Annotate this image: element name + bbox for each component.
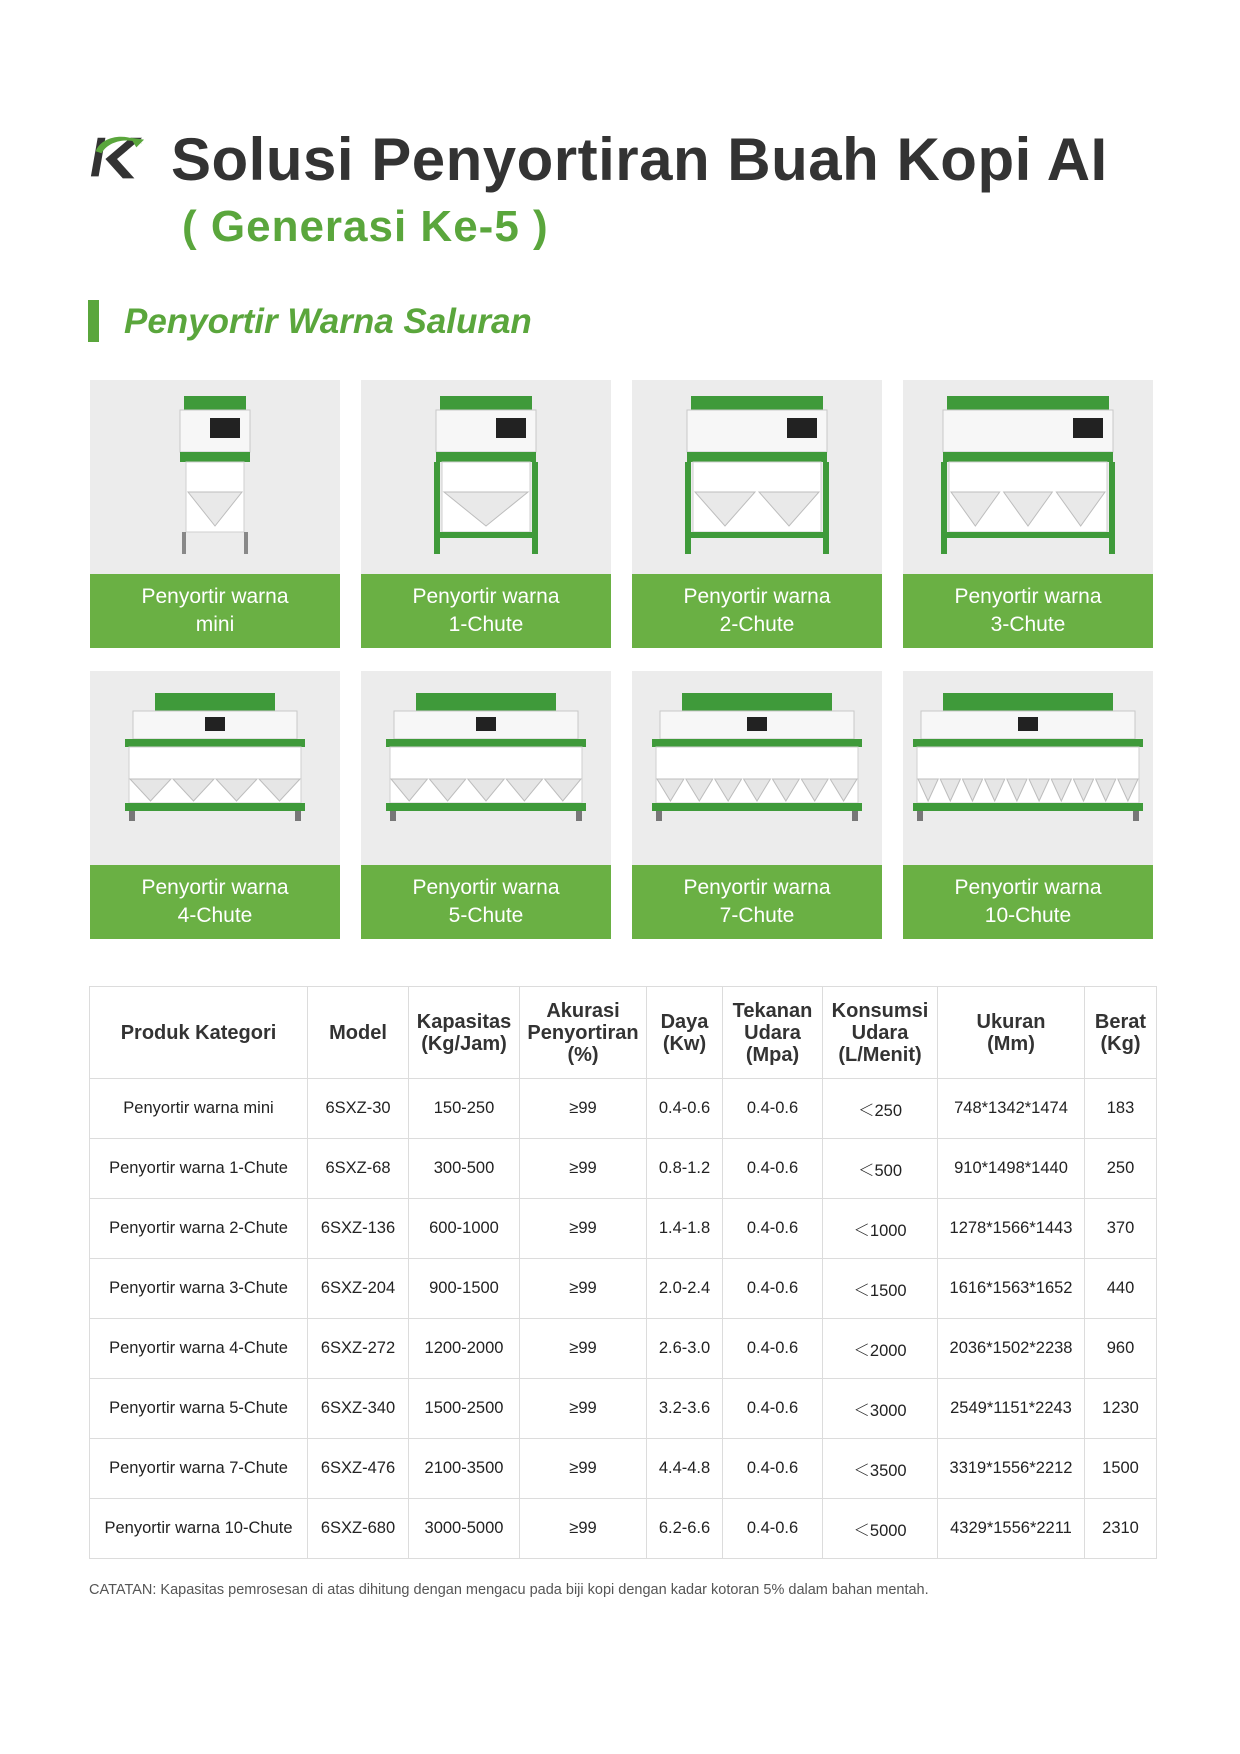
table-cell: 748*1342*1474	[938, 1079, 1085, 1139]
table-cell: 3319*1556*2212	[938, 1439, 1085, 1499]
table-cell: 6SXZ-340	[308, 1379, 409, 1439]
table-cell: 1616*1563*1652	[938, 1259, 1085, 1319]
table-cell: 4.4-4.8	[647, 1439, 723, 1499]
table-cell: 2.0-2.4	[647, 1259, 723, 1319]
table-cell: ≥99	[520, 1379, 647, 1439]
color-sorter-machine-image	[90, 671, 340, 865]
table-cell: ＜2000	[823, 1319, 938, 1379]
product-card[interactable]	[361, 380, 611, 648]
table-cell: 2.6-3.0	[647, 1319, 723, 1379]
table-cell: 6SXZ-272	[308, 1319, 409, 1379]
table-header-row	[90, 987, 1157, 1079]
table-cell: ＜3000	[823, 1379, 938, 1439]
table-cell: 440	[1085, 1259, 1157, 1319]
table-cell: 1500-2500	[409, 1379, 520, 1439]
table-cell: 6SXZ-476	[308, 1439, 409, 1499]
table-cell: 960	[1085, 1319, 1157, 1379]
table-cell: 3.2-3.6	[647, 1379, 723, 1439]
table-cell: 0.4-0.6	[723, 1199, 823, 1259]
table-cell: 1.4-1.8	[647, 1199, 723, 1259]
table-cell: 910*1498*1440	[938, 1139, 1085, 1199]
column-header: Akurasi Penyortiran (%)	[520, 987, 647, 1079]
table-row	[90, 1139, 1157, 1199]
table-cell: 3000-5000	[409, 1499, 520, 1559]
column-header: Produk Kategori	[90, 987, 308, 1079]
table-cell: 0.4-0.6	[723, 1319, 823, 1379]
table-cell: 150-250	[409, 1079, 520, 1139]
table-cell: ≥99	[520, 1259, 647, 1319]
table-row	[90, 1319, 1157, 1379]
caption-line: Penyortir warna	[683, 585, 831, 608]
table-cell: ＜5000	[823, 1499, 938, 1559]
table-cell: Penyortir warna 5-Chute	[90, 1379, 308, 1439]
table-cell: 600-1000	[409, 1199, 520, 1259]
color-sorter-machine-image	[632, 671, 882, 865]
table-cell: 2549*1151*2243	[938, 1379, 1085, 1439]
product-caption	[90, 574, 340, 648]
table-cell: 2100-3500	[409, 1439, 520, 1499]
column-header: Kapasitas (Kg/Jam)	[409, 987, 520, 1079]
caption-line: Penyortir warna	[954, 585, 1102, 608]
table-cell: ≥99	[520, 1079, 647, 1139]
table-cell: 1278*1566*1443	[938, 1199, 1085, 1259]
table-cell: 0.4-0.6	[723, 1439, 823, 1499]
table-cell: 0.4-0.6	[723, 1379, 823, 1439]
page-subtitle: ( Generasi Ke-5 )	[182, 202, 549, 251]
spec-table	[89, 986, 1157, 1559]
table-row	[90, 1379, 1157, 1439]
caption-line: 3-Chute	[990, 613, 1066, 636]
table-cell: 6SXZ-136	[308, 1199, 409, 1259]
table-cell: ＜500	[823, 1139, 938, 1199]
table-cell: Penyortir warna 4-Chute	[90, 1319, 308, 1379]
product-card[interactable]	[632, 671, 882, 939]
table-cell: 1230	[1085, 1379, 1157, 1439]
product-caption	[361, 574, 611, 648]
product-card[interactable]	[90, 380, 340, 648]
table-cell: 1500	[1085, 1439, 1157, 1499]
section-accent-bar	[88, 300, 99, 342]
column-header: Konsumsi Udara (L/Menit)	[823, 987, 938, 1079]
color-sorter-machine-image	[361, 671, 611, 865]
caption-line: 5-Chute	[448, 904, 524, 927]
table-cell: ＜1000	[823, 1199, 938, 1259]
column-header: Model	[308, 987, 409, 1079]
table-row	[90, 1199, 1157, 1259]
table-cell: Penyortir warna 7-Chute	[90, 1439, 308, 1499]
table-cell: 6.2-6.6	[647, 1499, 723, 1559]
table-cell: 0.4-0.6	[723, 1079, 823, 1139]
caption-line: 2-Chute	[719, 613, 795, 636]
caption-line: Penyortir warna	[954, 876, 1102, 899]
table-row	[90, 1079, 1157, 1139]
caption-line: mini	[195, 613, 235, 636]
product-caption	[361, 865, 611, 939]
table-cell: 0.4-0.6	[723, 1139, 823, 1199]
caption-line: Penyortir warna	[412, 876, 560, 899]
product-caption	[90, 865, 340, 939]
caption-line: 7-Chute	[719, 904, 795, 927]
column-header: Ukuran (Mm)	[938, 987, 1085, 1079]
color-sorter-machine-image	[903, 380, 1153, 574]
table-cell: Penyortir warna mini	[90, 1079, 308, 1139]
product-card[interactable]	[903, 380, 1153, 648]
column-header: Daya (Kw)	[647, 987, 723, 1079]
page-title: Solusi Penyortiran Buah Kopi AI	[171, 126, 1108, 193]
table-cell: ≥99	[520, 1139, 647, 1199]
table-cell: 0.4-0.6	[647, 1079, 723, 1139]
table-cell: 6SXZ-30	[308, 1079, 409, 1139]
brand-logo-icon	[88, 130, 146, 188]
table-cell: Penyortir warna 3-Chute	[90, 1259, 308, 1319]
section-title: Penyortir Warna Saluran	[124, 302, 532, 341]
color-sorter-machine-image	[632, 380, 882, 574]
product-card[interactable]	[90, 671, 340, 939]
table-row	[90, 1499, 1157, 1559]
product-caption	[903, 574, 1153, 648]
color-sorter-machine-image	[90, 380, 340, 574]
table-cell: ≥99	[520, 1439, 647, 1499]
table-cell: 2310	[1085, 1499, 1157, 1559]
color-sorter-machine-image	[903, 671, 1153, 865]
table-cell: Penyortir warna 10-Chute	[90, 1499, 308, 1559]
table-cell: Penyortir warna 2-Chute	[90, 1199, 308, 1259]
table-cell: 4329*1556*2211	[938, 1499, 1085, 1559]
product-card[interactable]	[632, 380, 882, 648]
table-cell: ≥99	[520, 1499, 647, 1559]
table-cell: 6SXZ-68	[308, 1139, 409, 1199]
caption-line: 1-Chute	[448, 613, 524, 636]
footnote: CATATAN: Kapasitas pemrosesan di atas dihitung dengan mengacu pada biji kopi dengan kadar kotoran 5% dalam bahan mentah.	[89, 1582, 929, 1598]
product-card[interactable]	[361, 671, 611, 939]
table-cell: ＜250	[823, 1079, 938, 1139]
product-caption	[632, 865, 882, 939]
color-sorter-machine-image	[361, 380, 611, 574]
table-cell: 0.8-1.2	[647, 1139, 723, 1199]
column-header: Tekanan Udara (Mpa)	[723, 987, 823, 1079]
caption-line: Penyortir warna	[141, 585, 289, 608]
table-cell: 900-1500	[409, 1259, 520, 1319]
product-caption	[632, 574, 882, 648]
table-cell: 6SXZ-680	[308, 1499, 409, 1559]
table-cell: ＜3500	[823, 1439, 938, 1499]
caption-line: 10-Chute	[984, 904, 1072, 927]
table-cell: ≥99	[520, 1199, 647, 1259]
table-cell: 6SXZ-204	[308, 1259, 409, 1319]
table-cell: 300-500	[409, 1139, 520, 1199]
table-row	[90, 1439, 1157, 1499]
table-row	[90, 1259, 1157, 1319]
table-cell: 2036*1502*2238	[938, 1319, 1085, 1379]
table-cell: 0.4-0.6	[723, 1499, 823, 1559]
caption-line: 4-Chute	[177, 904, 253, 927]
table-cell: ＜1500	[823, 1259, 938, 1319]
table-cell: 1200-2000	[409, 1319, 520, 1379]
table-cell: 0.4-0.6	[723, 1259, 823, 1319]
caption-line: Penyortir warna	[141, 876, 289, 899]
table-cell: 183	[1085, 1079, 1157, 1139]
product-caption	[903, 865, 1153, 939]
table-cell: 250	[1085, 1139, 1157, 1199]
caption-line: Penyortir warna	[683, 876, 831, 899]
table-cell: 370	[1085, 1199, 1157, 1259]
table-cell: Penyortir warna 1-Chute	[90, 1139, 308, 1199]
product-card[interactable]	[903, 671, 1153, 939]
caption-line: Penyortir warna	[412, 585, 560, 608]
column-header: Berat (Kg)	[1085, 987, 1157, 1079]
table-cell: ≥99	[520, 1319, 647, 1379]
